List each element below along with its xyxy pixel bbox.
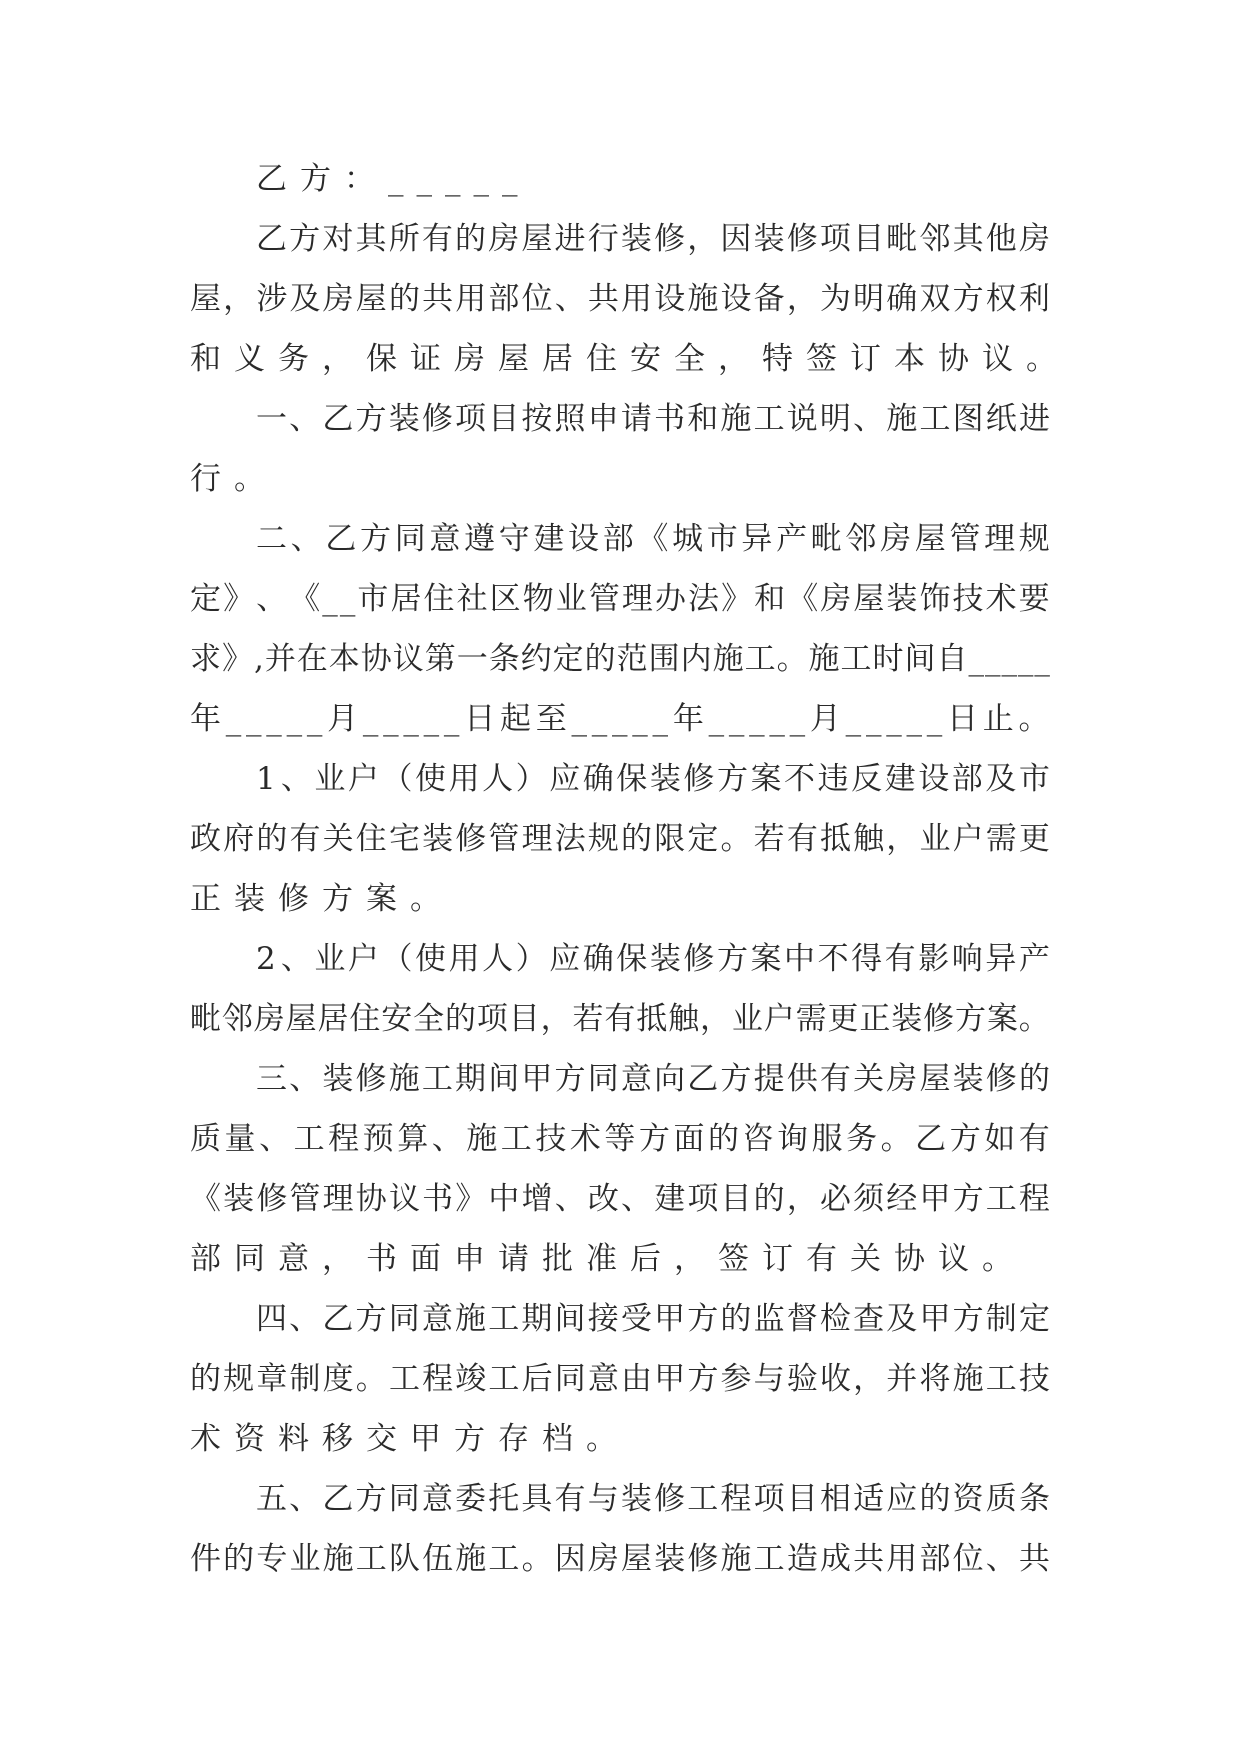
intro-line-3: 和义务，保证房屋居住安全，特签订本协议。 — [190, 341, 1070, 377]
clause-2-line-3: 求 》 , 并 在 本 协 议 第 一 条 约 定 的 范 围 内 施 工 。 施 工 时 间 自 _ _ _ _ _ — [190, 641, 1050, 677]
item-1-line-3: 正装修方案。 — [190, 881, 454, 917]
item-2-line-1: 2 、 业 户 （ 使 用 人 ） 应 确 保 装 修 方 案 中 不 得 有 影 响 异 产 — [256, 941, 1050, 977]
clause-1-line-1: 一 、 乙 方 装 修 项 目 按 照 申 请 书 和 施 工 说 明 、 施 工 图 纸 进 — [256, 401, 1050, 437]
intro-line-1: 乙 方 对 其 所 有 的 房 屋 进 行 装 修 ， 因 装 修 项 目 毗 邻 其 他 房 — [256, 221, 1050, 257]
document-body — [190, 160, 1070, 1578]
clause-3-line-2: 质 量 、 工 程 预 算 、 施 工 技 术 等 方 面 的 咨 询 服 务 。 乙 方 如 有 — [190, 1121, 1050, 1157]
party-b-line: 乙方：_____ — [256, 161, 531, 197]
item-1-line-1: 1 、 业 户 （ 使 用 人 ） 应 确 保 装 修 方 案 不 违 反 建 设 部 及 市 — [256, 761, 1050, 797]
item-1-line-2: 政 府 的 有 关 住 宅 装 修 管 理 法 规 的 限 定 。 若 有 抵 触 ， 业 户 需 更 — [190, 821, 1050, 857]
clause-5-line-2: 件 的 专 业 施 工 队 伍 施 工 。 因 房 屋 装 修 施 工 造 成 共 用 部 位 、 共 — [190, 1541, 1050, 1577]
intro-line-2: 屋 ， 涉 及 房 屋 的 共 用 部 位 、 共 用 设 施 设 备 ， 为 明 确 双 方 权 利 — [190, 281, 1050, 317]
clause-3-line-4: 部同意，书面申请批准后，签订有关协议。 — [190, 1241, 1026, 1277]
clause-5-line-1: 五 、 乙 方 同 意 委 托 具 有 与 装 修 工 程 项 目 相 适 应 的 资 质 条 — [256, 1481, 1050, 1517]
clause-4-line-2: 的 规 章 制 度 。 工 程 竣 工 后 同 意 由 甲 方 参 与 验 收 ， 并 将 施 工 技 — [190, 1361, 1050, 1397]
clause-4-line-1: 四 、 乙 方 同 意 施 工 期 间 接 受 甲 方 的 监 督 检 查 及 甲 方 制 定 — [256, 1301, 1050, 1337]
clause-3-line-3: 《 装 修 管 理 协 议 书 》 中 增 、 改 、 建 项 目 的 ， 必 须 经 甲 方 工 程 — [190, 1181, 1050, 1217]
clause-4-line-3: 术资料移交甲方存档。 — [190, 1421, 630, 1457]
item-2-line-2: 毗 邻 房 屋 居 住 安 全 的 项 目 ， 若 有 抵 触 ， 业 户 需 更 正 装 修 方 案 。 — [190, 1001, 1050, 1037]
clause-2-line-4: 年 _ _ _ _ _ 月 _ _ _ _ _ 日 起 至 _ _ _ _ _ 年 _ _ _ _ _ 月 _ _ _ _ _ 日 止 。 — [190, 701, 1050, 737]
clause-1-line-2: 行。 — [190, 461, 278, 497]
clause-3-line-1: 三 、 装 修 施 工 期 间 甲 方 同 意 向 乙 方 提 供 有 关 房 屋 装 修 的 — [256, 1061, 1050, 1097]
clause-2-line-2: 定 》 、 《 _ _ 市 居 住 社 区 物 业 管 理 办 法 》 和 《 房 屋 装 饰 技 术 要 — [190, 581, 1050, 617]
clause-2-line-1: 二 、 乙 方 同 意 遵 守 建 设 部 《 城 市 异 产 毗 邻 房 屋 管 理 规 — [256, 521, 1050, 557]
